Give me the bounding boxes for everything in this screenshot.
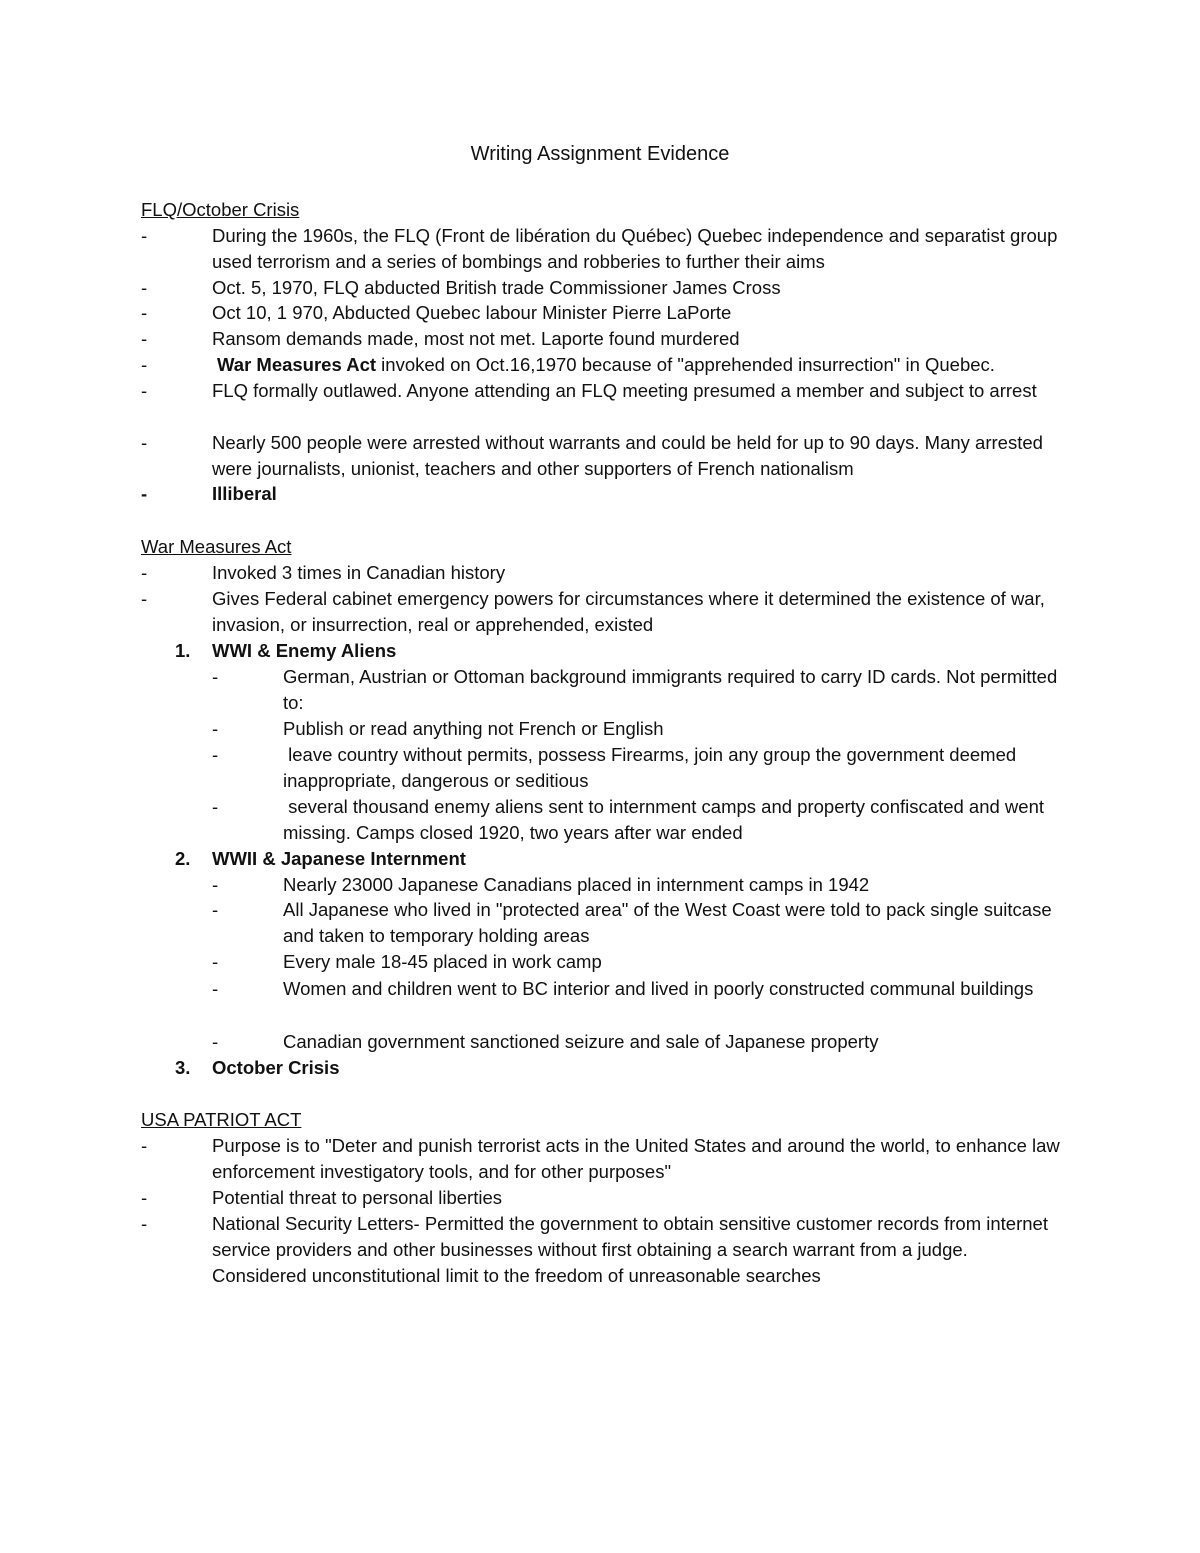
sub-list-item-text: Publish or read anything not French or English [283,718,664,739]
numbered-item-label: WWI & Enemy Aliens [212,640,397,661]
section-heading-war-measures-act: War Measures Act [141,536,292,557]
list-item-text: Gives Federal cabinet emergency powers for circumstances where it determined the existence of war, invasion, or insurrection, real or apprehended, existed [212,588,1045,635]
sub-list-item-text: Women and children went to BC interior and lived in poorly constructed communal buildings [283,978,1034,999]
list-item-text [217,352,1066,378]
sub-list-item-text: Nearly 23000 Japanese Canadians placed in internment camps in 1942 [283,874,870,895]
illiberal-bold: Illiberal [212,483,277,504]
dash-marker: - [141,302,148,323]
dash-marker: - [212,718,219,739]
sub-list-item-text: All Japanese who lived in "protected area" of the West Coast were told to pack single suitcase and taken to temporary holding areas [283,899,1052,946]
dash-marker: - [141,1187,148,1208]
list-item-rest: invoked on Oct.16,1970 because of "apprehended insurrection" in Quebec. [376,354,995,375]
numbered-item-label: October Crisis [212,1057,340,1078]
sub-list-item-text: several thousand enemy aliens sent to internment camps and property confiscated and went missing. Camps closed 1920, two years after war ended [283,796,1050,843]
sub-list-item-text: Every male 18-45 placed in work camp [283,951,602,972]
list-item-text: National Security Letters- Permitted the government to obtain sensitive customer records from internet service providers and other businesses without first obtaining a search warrant from a judge. Considered unconstitutional limit to the freedom of unreasonable searches [212,1213,1048,1286]
section-heading-usa-patriot-act: USA PATRIOT ACT [141,1109,302,1130]
document-title: Writing Assignment Evidence [470,143,730,165]
dash-marker: - [212,1031,219,1052]
list-item-text: During the 1960s, the FLQ (Front de libération du Québec) Quebec independence and separatist group used terrorism and a series of bombings and robberies to further their aims [212,225,1058,272]
list-item-text: Ransom demands made, most not met. Laporte found murdered [212,328,740,349]
number-marker: 1. [175,640,191,661]
list-item-text: Purpose is to "Deter and punish terrorist acts in the United States and around the world, to enhance law enforcement investigatory tools, and for other purposes" [212,1135,1060,1182]
dash-marker: - [212,744,219,765]
dash-marker: - [141,483,148,504]
dash-marker: - [212,796,219,817]
dash-marker: - [212,899,219,920]
list-item-text: FLQ formally outlawed. Anyone attending an FLQ meeting presumed a member and subject to arrest [212,380,1037,401]
dash-marker: - [212,978,219,999]
war-measures-act-bold: War Measures Act [217,354,377,375]
dash-marker: - [141,354,148,375]
dash-marker: - [141,225,148,246]
section-heading-flq: FLQ/October Crisis [141,199,300,220]
list-item-text: Oct. 5, 1970, FLQ abducted British trade Commissioner James Cross [212,277,781,298]
list-item-text: Oct 10, 1 970, Abducted Quebec labour Minister Pierre LaPorte [212,302,732,323]
number-marker: 3. [175,1057,191,1078]
dash-marker: - [141,277,148,298]
list-item-text: Potential threat to personal liberties [212,1187,503,1208]
dash-marker: - [141,432,148,453]
sub-list-item-text: Canadian government sanctioned seizure and sale of Japanese property [283,1031,879,1052]
dash-marker: - [212,874,219,895]
dash-marker: - [141,588,148,609]
number-marker: 2. [175,848,191,869]
list-item [141,223,1061,275]
dash-marker: - [141,328,148,349]
dash-marker: - [141,1135,148,1156]
numbered-item-label: WWII & Japanese Internment [212,848,466,869]
dash-marker: - [212,951,219,972]
list-item-text: Invoked 3 times in Canadian history [212,562,506,583]
dash-marker: - [141,562,148,583]
dash-marker: - [141,380,148,401]
dash-marker: - [141,1213,148,1234]
sub-list-item-text: leave country without permits, possess Firearms, join any group the government deemed inappropriate, dangerous or seditious [283,744,1022,791]
dash-marker: - [212,666,219,687]
list-item-text [212,481,1061,507]
sub-list-item-text: German, Austrian or Ottoman background immigrants required to carry ID cards. Not permitted to: [283,666,1058,713]
list-item-text: Nearly 500 people were arrested without warrants and could be held for up to 90 days. Many arrested were journalists, unionist, teachers and other supporters of French nationalism [212,432,1043,479]
